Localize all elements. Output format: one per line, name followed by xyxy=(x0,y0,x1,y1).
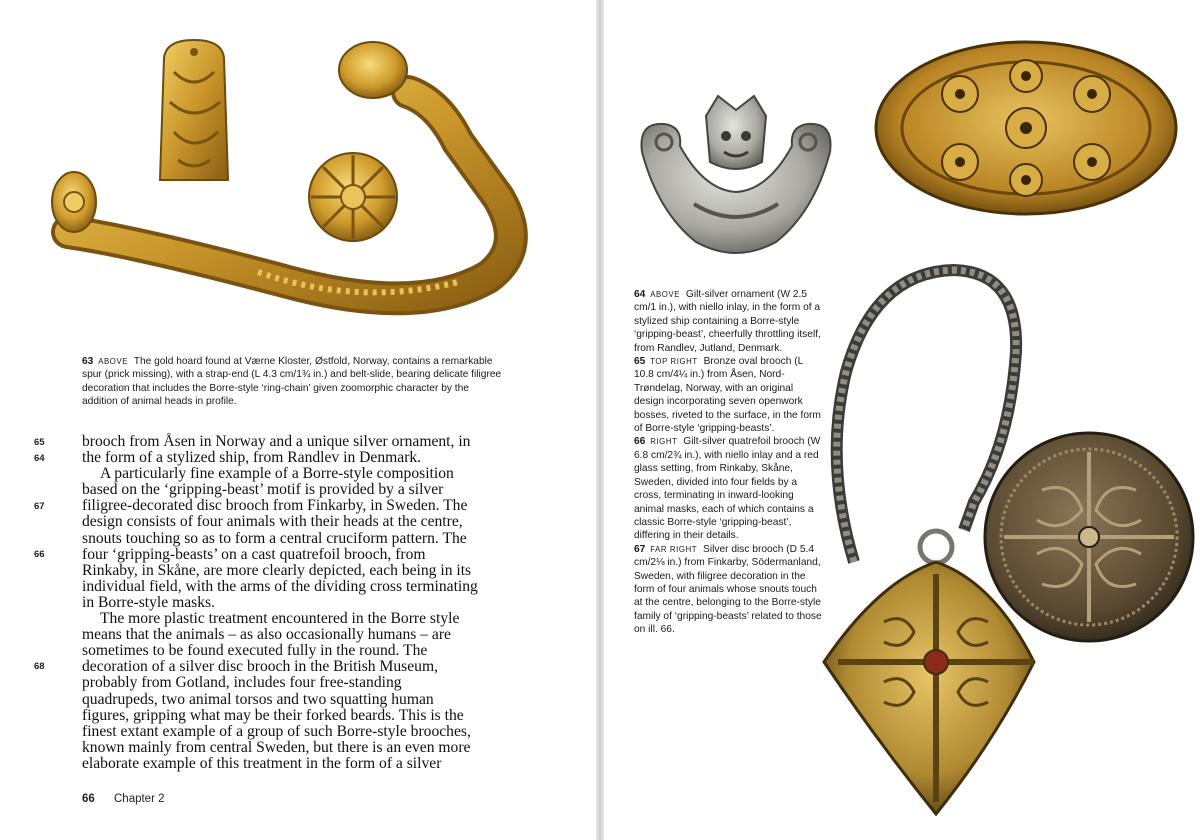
disc-brooch-image xyxy=(982,430,1196,644)
caption-text: The gold hoard found at Værne Kloster, Østfold, Norway, contains a remarkable spur (prick missing), with a strap-end (L 4.3 cm/1¾ in.) and belt-slide, bearing delicate filigree decoration that includes the Borre-style ‘ring-chain’ given zoomorphic character by the addition of animal heads in profile. xyxy=(82,356,502,408)
spur xyxy=(52,42,511,298)
left-page xyxy=(0,0,596,840)
caption-position: ABOVE xyxy=(650,290,681,299)
caption-position: TOP RIGHT xyxy=(650,357,698,367)
margin-ref-68: 68 xyxy=(34,661,45,672)
captions-right xyxy=(634,288,824,637)
caption-number: 66 xyxy=(634,436,646,448)
caption-number: 63 xyxy=(82,356,94,367)
page-number: 66 xyxy=(82,793,95,805)
caption-64 xyxy=(634,288,824,355)
caption-65 xyxy=(634,355,824,435)
caption-number: 65 xyxy=(634,356,646,368)
margin-ref-67: 67 xyxy=(34,501,45,512)
margin-ref-65: 65 xyxy=(34,437,45,448)
caption-67 xyxy=(634,543,824,637)
strap-end xyxy=(160,40,228,180)
ship-ornament-image xyxy=(634,92,838,262)
paragraph-2: A particularly fine example of a Borre-style composition based on the ‘gripping-beast’ motif is provided by a silver filigree-decorated disc brooch from Finkarby, in Sweden. The design consists of four animals with their heads at the centre, snouts touching so as to form a central cruciform pattern. The four ‘gripping-beasts’ on a cast quatrefoil brooch, from Rinkaby, in Skåne, are more clearly depicted, each being in its individual field, with the arms of the dividing cross terminating in Borre-style masks. xyxy=(82,465,478,611)
caption-text: Bronze oval brooch (L 10.8 cm/4¼ in.) from Åsen, Nord-Trøndelag, Norway, with an original design incorporating seven openwork bosses, riveted to the surface, in the form of Borre-style ‘gripping-beasts’. xyxy=(634,356,821,435)
caption-number: 64 xyxy=(634,289,646,300)
caption-63 xyxy=(82,355,502,409)
margin-ref-64: 64 xyxy=(34,453,45,464)
caption-position: ABOVE xyxy=(98,357,129,366)
caption-text: Silver disc brooch (D 5.4 cm/2⅛ in.) from Finkarby, Södermanland, Sweden, with filigree decoration in the form of four animals whose snouts touch at the centre, belonging to the Borre-style family of ‘gripping-beasts’ related to those on ill. 66. xyxy=(634,543,822,636)
caption-position: FAR RIGHT xyxy=(650,544,698,554)
chapter-label: Chapter 2 xyxy=(114,793,165,805)
gold-hoard-image xyxy=(28,32,548,347)
book-gutter xyxy=(596,0,604,840)
margin-ref-66: 66 xyxy=(34,549,45,560)
caption-66 xyxy=(634,435,824,542)
caption-text: Gilt-silver quatrefoil brooch (W 6.8 cm/2¾ in.), with niello inlay and a red glass setting, from Rinkaby, Skåne, Sweden, divided into four fields by a cross, terminating in inward-looking animal masks, each of which contains a classic Borre-style ‘gripping-beast’, differing in their details. xyxy=(634,436,821,542)
paragraph-3: The more plastic treatment encountered in the Borre style means that the animals – as also occasionally humans – are sometimes to be found executed fully in the round. The decoration of a silver disc brooch in the British Museum, probably from Gotland, includes four free-standing quadrupeds, two animal torsos and two squatting human figures, gripping what may be their forked beards. This is the finest extant example of a group of such Borre-style brooches, known mainly from central Sweden, but there is an even more elaborate example of this treatment in the form of a silver xyxy=(82,610,471,772)
caption-number: 67 xyxy=(634,543,646,555)
right-page xyxy=(604,0,1200,840)
body-text xyxy=(82,434,480,772)
caption-position: RIGHT xyxy=(650,437,678,447)
oval-brooch-image xyxy=(872,38,1180,218)
paragraph-1: brooch from Åsen in Norway and a unique silver ornament, in the form of a stylized ship, from Randlev in Denmark. xyxy=(82,433,471,467)
caption-text: Gilt-silver ornament (W 2.5 cm/1 in.), with niello inlay, in the form of a stylized ship containing a Borre-style ‘gripping-beast’, cheerfully throttling itself, from Randlev, Jutland, Denmark. xyxy=(634,289,821,354)
folio xyxy=(82,793,165,805)
belt-slide xyxy=(309,153,397,241)
